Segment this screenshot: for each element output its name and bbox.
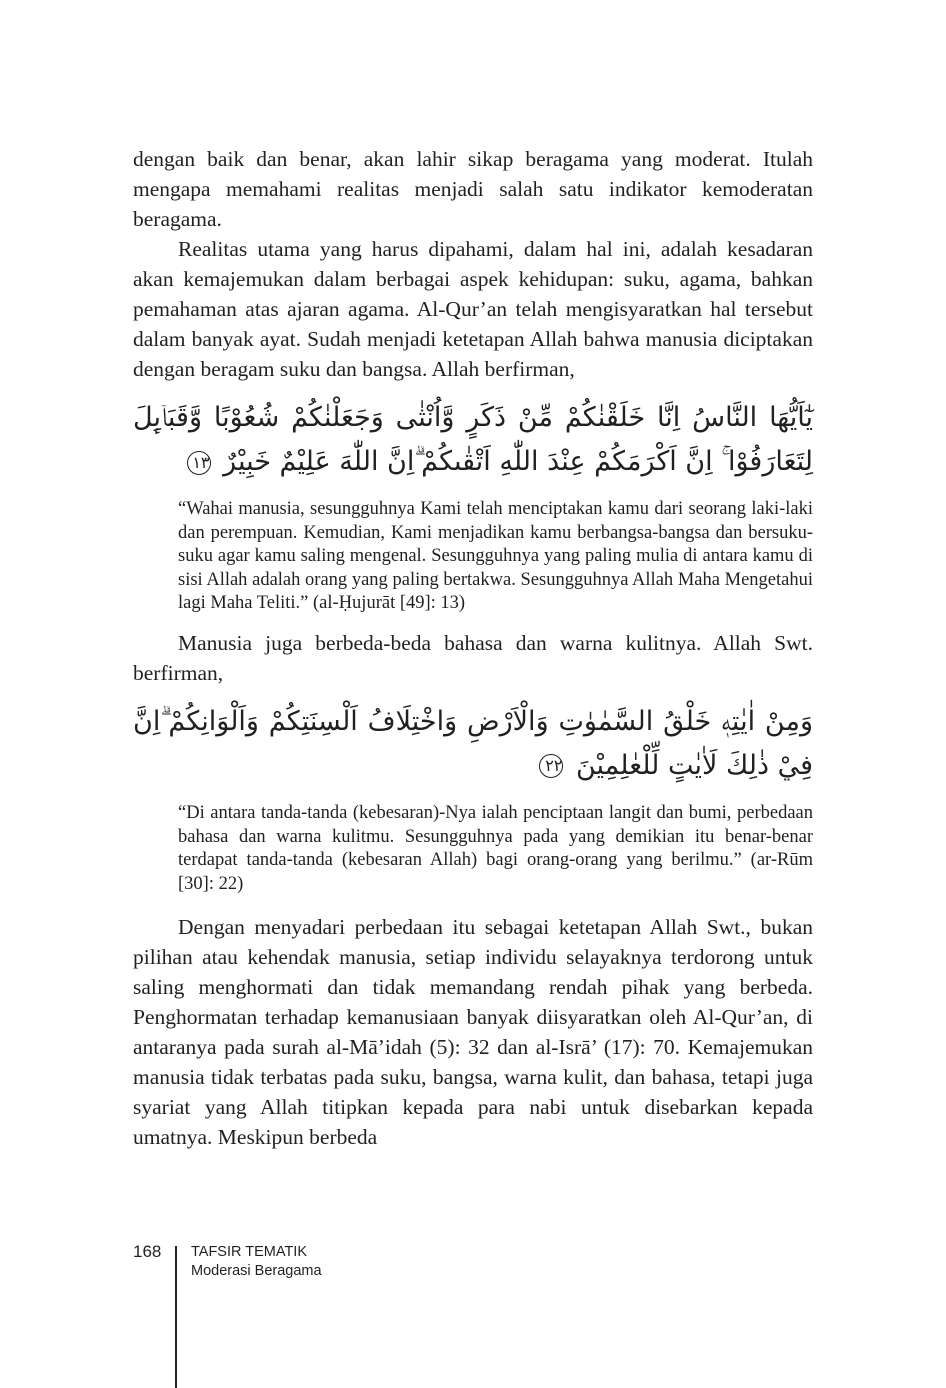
page-body (133, 144, 813, 1152)
paragraph-1: dengan baik dan benar, akan lahir sikap beragama yang moderat. Itulah mengapa memahami realitas menjadi salah satu indikator kemoderatan beragama. (133, 147, 813, 231)
verse-1-number-mark: ١٣ (187, 451, 211, 475)
page-footer (133, 1240, 533, 1388)
book-subtitle: Moderasi Beragama (191, 1263, 322, 1279)
book-title: TAFSIR TEMATIK (191, 1244, 308, 1260)
verse-2-translation: “Di antara tanda-tanda (kebesaran)-Nya ialah penciptaan langit dan bumi, perbedaan bahasa dan warna kulitmu. Sesungguhnya pada yang demikian itu benar-benar terdapat tanda-tanda (kebesaran Allah) bagi orang-orang yang berilmu.” (ar-Rūm [30]: 22) (178, 802, 813, 894)
paragraph-2: Realitas utama yang harus dipahami, dalam hal ini, adalah kesadaran akan kemajemukan dalam berbagai aspek kehidupan: suku, agama, bahkan pemahaman atas ajaran agama. Al-Qur’an telah mengisyaratkan hal tersebut dalam banyak ayat. Sudah menjadi ketetapan Allah bahwa manusia diciptakan dengan beragam suku dan bangsa. Allah berfirman, (133, 237, 813, 381)
running-footer-title (191, 1243, 322, 1281)
quran-verse-1 (133, 396, 813, 484)
page-number: 168 (133, 1242, 162, 1261)
quran-verse-2 (133, 700, 813, 788)
paragraph-4: Dengan menyadari perbedaan itu sebagai ketetapan Allah Swt., bukan pilihan atau kehendak manusia, setiap individu selayaknya terdorong untuk saling menghormati dan tidak memandang rendah pihak yang berbeda. Penghormatan terhadap kemanusiaan banyak diisyaratkan oleh Al-Qur’an, di antaranya pada surah al-Mā’idah (5): 32 dan al-Isrā’ (17): 70. Kemajemukan manusia tidak terbatas pada suku, bangsa, warna kulit, dan bahasa, tetapi juga syariat yang Allah titipkan kepada para nabi untuk disebarkan kepada umatnya. Meskipun berbeda (133, 915, 813, 1150)
verse-1-arabic-text: يٰٓاَيُّهَا النَّاسُ اِنَّا خَلَقْنٰكُمْ مِّنْ ذَكَرٍ وَّاُنْثٰى وَجَعَلْنٰكُمْ شُعُوْبًا وَّقَبَاۤىِٕلَ لِتَعَارَفُوْا ۚ اِنَّ اَكْرَمَكُمْ عِنْدَ اللّٰهِ اَتْقٰىكُمْ ۗاِنَّ اللّٰهَ عَلِيْمٌ خَبِيْرٌ (133, 402, 813, 477)
verse-2-arabic-text: وَمِنْ اٰيٰتِهٖ خَلْقُ السَّمٰوٰتِ وَالْاَرْضِ وَاخْتِلَافُ اَلْسِنَتِكُمْ وَاَلْوَانِكُمْ ۗاِنَّ فِيْ ذٰلِكَ لَاٰيٰتٍ لِّلْعٰلِمِيْنَ (133, 705, 813, 781)
footer-divider (175, 1246, 177, 1388)
verse-1-translation: “Wahai manusia, sesungguhnya Kami telah menciptakan kamu dari seorang laki-laki dan perempuan. Kemudian, Kami menjadikan kamu berbangsa-bangsa dan bersuku-suku agar kamu saling mengenal. Sesungguhnya yang paling mulia di antara kamu di sisi Allah adalah orang yang paling bertakwa. Sesungguhnya Allah Maha Mengetahui lagi Maha Teliti.” (al-Ḥujurāt [49]: 13) (178, 499, 813, 614)
verse-2-number-mark: ٢٢ (539, 754, 563, 778)
paragraph-3: Manusia juga berbeda-beda bahasa dan warna kulitnya. Allah Swt. berfirman, (133, 630, 813, 685)
